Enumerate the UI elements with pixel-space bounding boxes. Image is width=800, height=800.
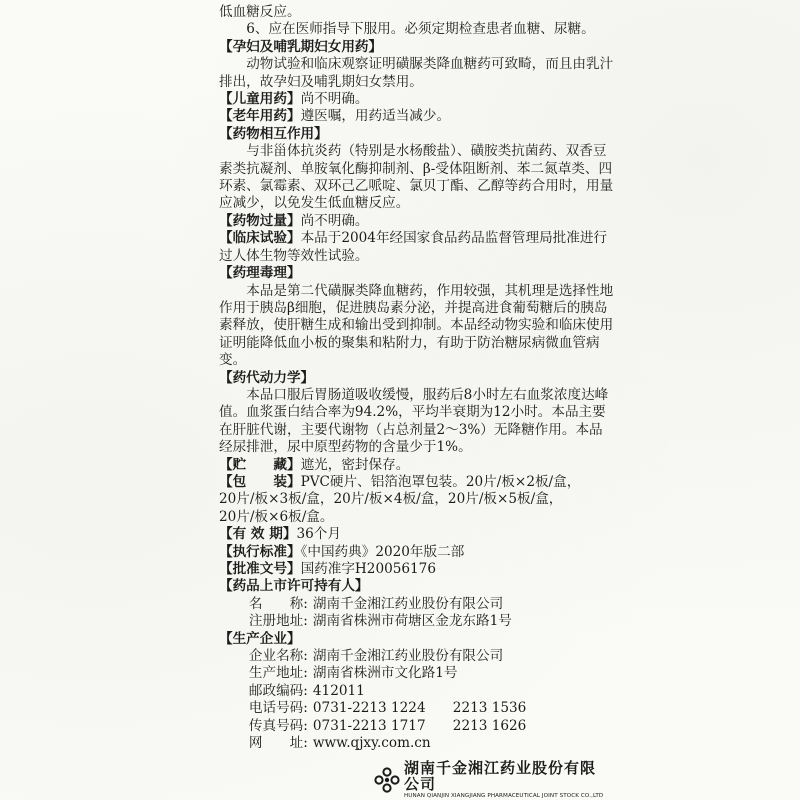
section-text-elderly: 遵医嘱，用药适当减少。: [300, 108, 451, 125]
section-text-packaging-2: 20片/板×3板/盒，20片/板×4板/盒，20片/板×5板/盒，: [219, 491, 563, 508]
section-heading-packaging: 【包 装】: [219, 473, 301, 490]
section-text-packaging-1: PVC硬片、铝箔泡罩包装。20片/板×2板/盒，: [300, 473, 581, 490]
section-heading-interactions: 【药物相互作用】: [219, 125, 328, 142]
manufacturer-row: [219, 700, 614, 717]
section-heading-validity: 【有 效 期】: [219, 526, 297, 543]
section-heading-manufacturer: 【生产企业】: [219, 630, 301, 647]
holder-name-row: [219, 596, 614, 613]
manufacturer-value: 湖南省株洲市文化路1号: [312, 665, 458, 682]
manufacturer-value: 0731-2213 1224 2213 1536: [312, 700, 527, 717]
manufacturer-row: [219, 735, 614, 752]
section-packaging: [219, 474, 614, 491]
section-heading-children: 【儿童用药】: [219, 91, 301, 108]
section-text-clinical: 本品于2004年经国家食品药品监督管理局批准进行过人体生物等效性试验。: [219, 230, 608, 264]
section-approval: [219, 561, 614, 578]
section-clinical: [219, 230, 614, 265]
section-heading-pregnancy: 【孕妇及哺乳期妇女用药】: [219, 38, 383, 55]
holder-address-value: 湖南省株洲市荷塘区金龙东路1号: [312, 613, 512, 630]
text-line: 6、应在医师指导下服用。必须定期检查患者血糖、尿糖。: [246, 21, 595, 38]
section-text-pharmacology: 本品是第二代磺脲类降血糖药，作用较强，其机理是选择性地作用于胰岛β细胞，促进胰岛素分泌，并提高进食葡萄糖后的胰岛素释放，使肝糖生成和输出受到抑制。本品经动物实验和临床使用证明能降低血小板的聚集和粘附力，有助于防治糖尿病微血管病变。: [219, 282, 614, 369]
section-text-overdose: 尚不明确。: [300, 212, 369, 229]
manufacturer-label: 电话号码:: [248, 700, 308, 717]
manufacturer-value: 412011: [312, 682, 365, 699]
company-name-cn: 湖南千金湘江药业股份有限公司: [404, 759, 597, 793]
insert-text-column: [219, 4, 614, 752]
section-text-storage: 遮光，密封保存。: [300, 456, 410, 473]
section-text-interactions: 与非甾体抗炎药（特别是水杨酸盐）、磺胺类抗菌药、双香豆素类抗凝剂、单胺氧化酶抑制剂、β-受体阻断剂、苯二氮䓬类、四环素、氯霉素、双环己乙哌啶、氯贝丁酯、乙醇等药合用时，用量应减少，以免发生低血糖反应。: [219, 143, 614, 212]
section-heading-holder: 【药品上市许可持有人】: [219, 578, 369, 595]
manufacturer-label: 企业名称:: [248, 648, 308, 665]
section-heading-clinical: 【临床试验】: [219, 230, 301, 247]
holder-address-label: 注册地址:: [248, 613, 308, 630]
section-elderly: [219, 108, 614, 125]
company-logo-icon: [374, 767, 400, 793]
section-text-standard: 《中国药典》2020年版二部: [300, 543, 465, 560]
manufacturer-row: [219, 665, 614, 682]
manufacturer-row: [219, 683, 614, 700]
section-standard: [219, 544, 614, 561]
section-overdose: [219, 213, 614, 230]
holder-name-value: 湖南千金湘江药业股份有限公司: [312, 595, 504, 612]
company-logo-names: [404, 760, 604, 800]
section-heading-pharmacology: 【药理毒理】: [219, 265, 301, 282]
manufacturer-label: 邮政编码:: [248, 682, 308, 699]
manufacturer-value: 湖南千金湘江药业股份有限公司: [312, 648, 504, 665]
section-storage: [219, 457, 614, 474]
manufacturer-value: www.qjxy.com.cn: [312, 735, 431, 752]
section-text-approval: 国药准字H20056176: [300, 561, 436, 577]
manufacturer-label: 网 址:: [248, 735, 308, 752]
section-heading-overdose: 【药物过量】: [219, 212, 301, 229]
section-text-validity: 36个月: [296, 526, 341, 543]
company-logo: [374, 759, 604, 799]
manufacturer-label: 生产地址:: [248, 665, 308, 682]
holder-address-row: [219, 613, 614, 630]
section-heading-pharmacokinetics: 【药代动力学】: [219, 369, 315, 386]
section-text-packaging-3: 20片/板×6板/盒。: [219, 508, 334, 525]
manufacturer-row: [219, 648, 614, 665]
manufacturer-label: 传真号码:: [248, 717, 308, 734]
section-heading-standard: 【执行标准】: [219, 543, 301, 560]
manufacturer-value: 0731-2213 1717 2213 1626: [312, 717, 527, 734]
section-heading-storage: 【贮 藏】: [219, 456, 301, 473]
section-text-pharmacokinetics: 本品口服后胃肠道吸收缓慢，服药后8小时左右血浆浓度达峰值。血浆蛋白结合率为94.2%，平均半衰期为12小时。本品主要在肝脏代谢，主要代谢物（占总剂量2～3%）无降糖作用。本品经尿排泄，尿中原型药物的含量少于1%。: [219, 386, 609, 456]
company-name-en: HUNAN QIANJIN XIANGJIANG PHARMACEUTICAL JOINT STOCK CO.,LTD: [404, 793, 604, 799]
holder-name-label: 名 称:: [248, 595, 308, 612]
section-validity: [219, 526, 614, 543]
section-children: [219, 91, 614, 108]
section-heading-approval: 【批准文号】: [219, 561, 301, 577]
manufacturer-row: [219, 718, 614, 735]
section-text-children: 尚不明确。: [300, 91, 369, 108]
text-line: 低血糖反应。: [219, 4, 301, 20]
section-text-pregnancy: 动物试验和临床观察证明磺脲类降血糖药可致畸，而且由乳汁排出，故孕妇及哺乳期妇女禁用。: [219, 56, 614, 90]
section-heading-elderly: 【老年用药】: [219, 108, 301, 125]
